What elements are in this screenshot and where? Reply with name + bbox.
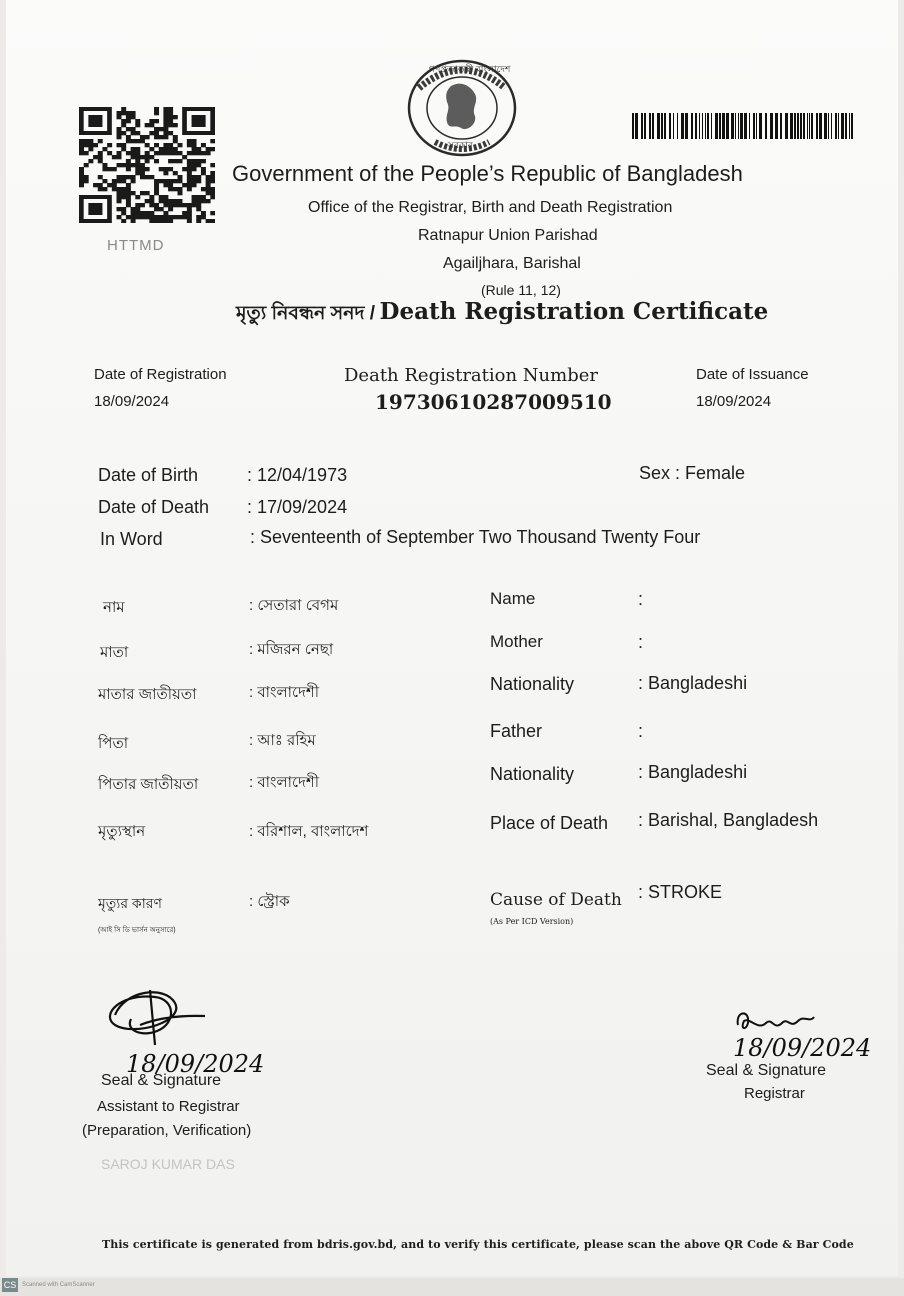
mother-en-label: Mother	[490, 632, 543, 651]
cause-bn-value: : স্ট্রোক	[249, 893, 290, 910]
government-title: Government of the People’s Republic of Bangladesh	[232, 161, 743, 186]
mother-nationality-bn-label: মাতার জাতীয়তা	[98, 686, 197, 703]
father-bn-label: পিতা	[98, 735, 129, 752]
scanner-badge: CS	[3, 1280, 17, 1290]
cause-bn-subnote: (আই সি ডি ভার্সন অনুসারে)	[98, 927, 176, 934]
assistant-seal-label: Seal & Signature	[101, 1072, 222, 1089]
cause-en-label: Cause of Death	[490, 890, 622, 910]
certificate-title	[236, 298, 768, 331]
name-en-label: Name	[490, 589, 536, 608]
certificate-title-en: Death Registration Certificate	[379, 298, 769, 325]
registrar-seal-label: Seal & Signature	[706, 1062, 827, 1079]
father-bn-value: : আঃ রহিম	[249, 732, 316, 749]
mother-nationality-en-label: Nationality	[490, 674, 575, 694]
registrar-signature-date: 18/09/2024	[733, 1034, 872, 1062]
seal-top-text: গণপ্রজাতন্ত্রী বাংলাদেশ	[429, 64, 511, 74]
bottom-strip	[0, 1278, 904, 1296]
father-en-value: :	[638, 721, 644, 741]
cause-en-subnote: (As Per ICD Version)	[490, 917, 574, 926]
mother-en-value: :	[638, 632, 644, 652]
office-name: Office of the Registrar, Birth and Death Registration	[308, 199, 673, 216]
cause-bn-label: মৃত্যুর কারণ	[98, 895, 162, 911]
assistant-signature-date: 18/09/2024	[126, 1050, 265, 1078]
registration-number-label: Death Registration Number	[344, 365, 598, 386]
verification-note: This certificate is generated from bdris.gov.bd, and to verify this certificate, please scan the above QR Code & Bar Code	[102, 1238, 854, 1251]
name-bn-value: : সেতারা বেগম	[249, 597, 339, 614]
inword-value: : Seventeenth of September Two Thousand Twenty Four	[250, 527, 701, 547]
name-en-value: :	[638, 589, 644, 609]
father-nationality-bn-value: : বাংলাদেশী	[249, 774, 320, 791]
mother-bn-value: : মজিরন নেছা	[249, 641, 334, 658]
place-en-label: Place of Death	[490, 813, 609, 833]
dob-label: Date of Birth	[98, 465, 199, 485]
registration-date-value: 18/09/2024	[94, 393, 170, 410]
seal-bottom-text: সরকার	[448, 140, 473, 150]
issuance-date-value: 18/09/2024	[696, 393, 772, 410]
issuance-date-label: Date of Issuance	[696, 366, 809, 383]
mother-nationality-en-value: : Bangladeshi	[638, 673, 748, 693]
certificate-title-bn: মৃত্যু নিবন্ধন সনদ /	[236, 303, 376, 324]
inword-label: In Word	[100, 529, 163, 549]
name-bn-label: নাম	[103, 599, 125, 616]
registrar-title: Registrar	[744, 1085, 805, 1102]
qr-code-icon	[79, 107, 215, 223]
barcode-icon	[632, 113, 856, 139]
cause-en-value: : STROKE	[638, 882, 723, 902]
father-nationality-en-label: Nationality	[490, 764, 575, 784]
assistant-stamp-name: SAROJ KUMAR DAS	[101, 1156, 235, 1172]
place-bn-label: মৃত্যুস্থান	[98, 823, 146, 840]
location-name: Agailjhara, Barishal	[443, 255, 581, 272]
father-nationality-en-value: : Bangladeshi	[638, 762, 748, 782]
registration-number-value: 19730610287009510	[375, 390, 612, 414]
assistant-title: Assistant to Registrar	[97, 1098, 240, 1115]
place-en-value: : Barishal, Bangladesh	[638, 810, 819, 830]
assistant-subtitle: (Preparation, Verification)	[82, 1122, 252, 1139]
mother-nationality-bn-value: : বাংলাদেশী	[249, 684, 320, 701]
dob-value: : 12/04/1973	[247, 465, 348, 485]
father-nationality-bn-label: পিতার জাতীয়তা	[98, 776, 199, 793]
mother-bn-label: মাতা	[100, 644, 129, 661]
dod-value: : 17/09/2024	[247, 497, 348, 517]
assistant-signature-icon	[95, 985, 215, 1055]
qr-caption: HTTMD	[107, 237, 165, 254]
rule-reference: (Rule 11, 12)	[481, 282, 561, 298]
father-en-label: Father	[490, 721, 543, 741]
scanner-text: Scanned with CamScanner	[22, 1282, 95, 1288]
registration-date-label: Date of Registration	[94, 366, 227, 383]
dod-label: Date of Death	[98, 497, 210, 517]
sex-value: Sex : Female	[639, 463, 746, 483]
union-name: Ratnapur Union Parishad	[418, 227, 598, 244]
place-bn-value: : বরিশাল, বাংলাদেশ	[249, 823, 369, 840]
